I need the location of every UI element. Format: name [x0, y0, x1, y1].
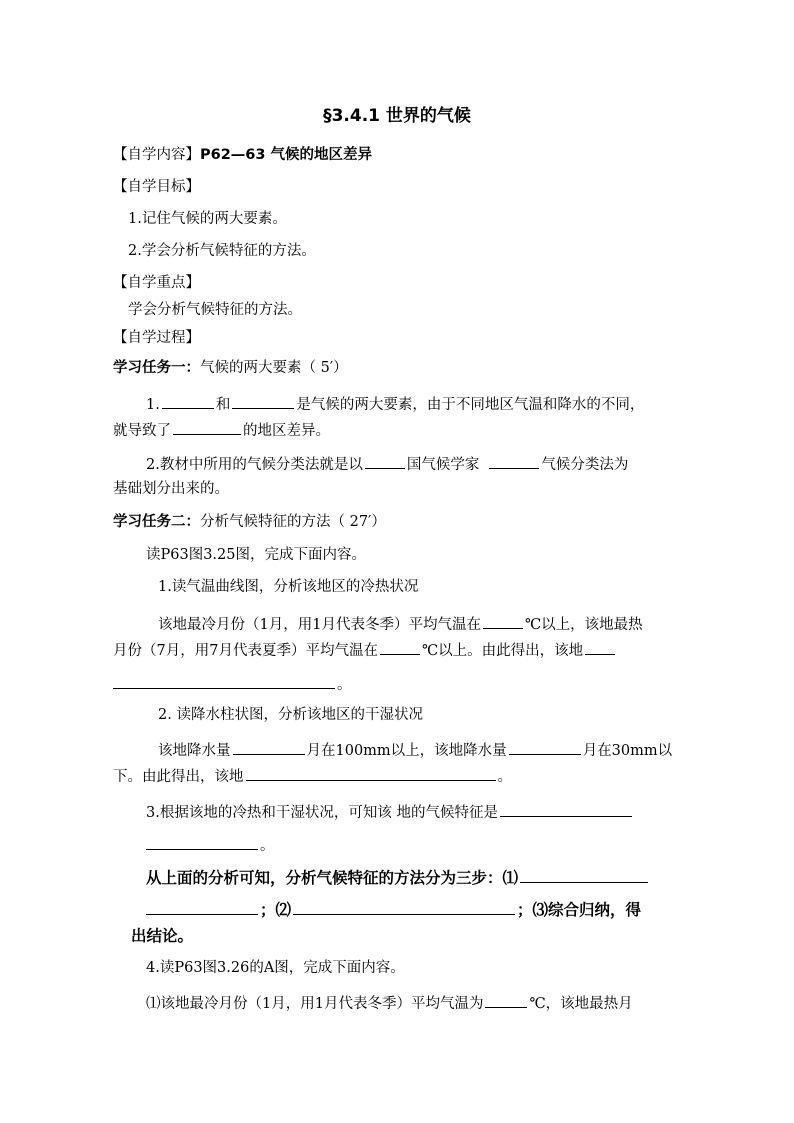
- step1-text-c: 月份（7月，用7月代表夏季）平均气温在: [113, 643, 378, 659]
- focus-label: 【自学重点】: [113, 275, 200, 291]
- blank-temperature[interactable]: [162, 392, 214, 409]
- task2-step1: 1.读气温曲线图，分析该地区的冷热状况: [158, 579, 419, 595]
- task1-q1-line1: [146, 392, 644, 415]
- summary-text-b: ；⑵: [260, 901, 292, 919]
- q1-cont: 就导致了: [113, 423, 171, 439]
- self-content-text: P62—63 气候的地区差异: [200, 147, 373, 163]
- step2-end: 。: [497, 769, 512, 785]
- step2-text-a: 该地降水量: [158, 743, 231, 759]
- blank-scientist[interactable]: [489, 452, 539, 469]
- task2-read: 读P63图3.25图，完成下面内容。: [146, 547, 366, 563]
- task1-heading: [113, 358, 348, 378]
- goal-item-2: 2.学会分析气候特征的方法。: [128, 243, 316, 259]
- q2-text: 2.教材中所用的气候分类法就是以: [146, 457, 363, 473]
- blank-climate[interactable]: [173, 418, 241, 435]
- goals-label: 【自学目标】: [113, 179, 200, 195]
- focus-text: 学会分析气候特征的方法。: [128, 302, 302, 318]
- step4-text-b: ℃，该地最热月: [529, 996, 633, 1012]
- step3-line2: [146, 833, 275, 856]
- task2-heading-text: 分析气候特征的方法（ 27′）: [200, 514, 386, 530]
- blank-method-step1-b[interactable]: [146, 898, 258, 915]
- step1-end: 。: [337, 677, 352, 693]
- blank-climate-feature-b[interactable]: [146, 833, 258, 850]
- self-content-label: 【自学内容】: [113, 147, 200, 163]
- self-content-line: [113, 145, 372, 165]
- q1-number: 1.: [146, 397, 160, 413]
- step2-line2: [113, 764, 512, 787]
- summary-line2: [146, 898, 641, 920]
- task2-step2: 2. 读降水柱状图，分析该地区的干湿状况: [158, 707, 423, 723]
- step2-text-b: 月在100mm以上，该地降水量: [306, 743, 507, 759]
- summary-text-a: 从上面的分析可知，分析气候特征的方法分为三步：⑴: [146, 869, 519, 887]
- blank-country[interactable]: [365, 452, 405, 469]
- step4-text-a: ⑴该地最冷月份（1月，用1月代表冬季）平均气温为: [146, 996, 484, 1012]
- step3-end: 。: [260, 838, 275, 854]
- step1-text-a: 该地最冷月份（1月，用1月代表冬季）平均气温在: [158, 617, 481, 633]
- task2-heading-label: 学习任务二：: [113, 514, 200, 530]
- step1-line3: [113, 672, 352, 695]
- step3-line1: [146, 800, 634, 823]
- blank-method-step1-a[interactable]: [520, 866, 648, 883]
- process-label: 【自学过程】: [113, 330, 200, 346]
- task1-q1-line2: [113, 418, 330, 441]
- blank-dry-months[interactable]: [509, 738, 581, 755]
- step3-text: 3.根据该地的冷热和干湿状况，可知该 地的气候特征是: [146, 805, 498, 821]
- page-title: §3.4.1 世界的气候: [323, 106, 471, 126]
- blank-climate-feature-a[interactable]: [500, 800, 632, 817]
- step2-line1: [158, 738, 672, 761]
- summary-text-c: ；⑶综合归纳，得: [517, 901, 642, 919]
- summary-line1: [146, 866, 650, 888]
- q2-mid: 国气候学家: [406, 457, 480, 473]
- blank-coldest-temp[interactable]: [483, 612, 523, 629]
- task1-q2-line2: 基础划分出来的。: [113, 481, 229, 497]
- step1-text-d: ℃以上。由此得出，该地: [421, 643, 584, 659]
- goal-item-1: 1.记住气候的两大要素。: [128, 211, 287, 227]
- task2-step4: 4.读P63图3.26的A图，完成下面内容。: [146, 960, 405, 976]
- task2-heading: [113, 512, 386, 532]
- blank-wet-months[interactable]: [233, 738, 305, 755]
- step2-text-d: 下。由此得出，该地: [113, 769, 244, 785]
- blank-conclusion-a[interactable]: [585, 638, 615, 655]
- step1-line1: [158, 612, 643, 635]
- task1-heading-label: 学习任务一：: [113, 360, 200, 376]
- blank-precipitation[interactable]: [232, 392, 294, 409]
- q1-and: 和: [215, 397, 231, 413]
- blank-conclusion-b[interactable]: [113, 672, 335, 689]
- step1-line2: [113, 638, 617, 661]
- task1-q2-line1: [146, 452, 628, 475]
- blank-a-coldest-temp[interactable]: [485, 991, 527, 1008]
- summary-line3: 出结论。: [131, 927, 194, 945]
- q1-text: 是气候的两大要素，由于不同地区气温和降水的不同，: [296, 397, 645, 413]
- step1-text-b: ℃以上，该地最热: [524, 617, 643, 633]
- q1-end: 的地区差异。: [243, 423, 330, 439]
- task1-heading-text: 气候的两大要素（ 5′）: [200, 360, 348, 376]
- step4-line1: [146, 991, 633, 1014]
- step2-text-c: 月在30mm以: [582, 743, 673, 759]
- blank-method-step2[interactable]: [293, 898, 515, 915]
- q2-tail: 气候分类法为: [541, 457, 629, 473]
- blank-dry-wet-conclusion[interactable]: [246, 764, 496, 781]
- blank-hottest-temp[interactable]: [380, 638, 420, 655]
